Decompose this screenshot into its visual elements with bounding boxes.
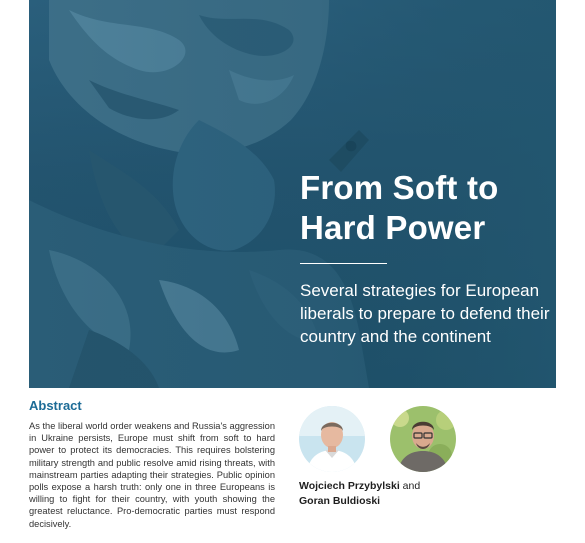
- page-title: [300, 168, 550, 248]
- author-photo-buldioski: [390, 406, 456, 472]
- authors-line: [299, 479, 479, 509]
- author-conjunction: and: [399, 480, 421, 492]
- subtitle: Several strategies for European liberals to prepare to defend their country and the continent: [300, 281, 550, 346]
- title-line-1: From Soft to: [300, 169, 499, 206]
- author-name-1: Wojciech Przybylski: [299, 480, 400, 492]
- abstract-heading: Abstract: [29, 398, 82, 413]
- author-photo-przybylski: [299, 406, 365, 472]
- cover-image: [29, 0, 556, 388]
- author-name-2: Goran Buldioski: [299, 495, 381, 507]
- title-divider: [300, 263, 387, 264]
- abstract-body: As the liberal world order weakens and Russia's aggression in Ukraine persists, Europe must shift from soft to hard power to protect its democracies. This requires bolstering military strength and public resolve amid rising threats, with mainstream parties adapting their strategies. Public opinion polls expose a harsh truth: only one in three Europeans is willing to fight for their country, with youth showing the greatest reluctance. Pro-democratic parties must respond decisively.: [29, 421, 275, 529]
- title-line-2: Hard Power: [300, 209, 486, 246]
